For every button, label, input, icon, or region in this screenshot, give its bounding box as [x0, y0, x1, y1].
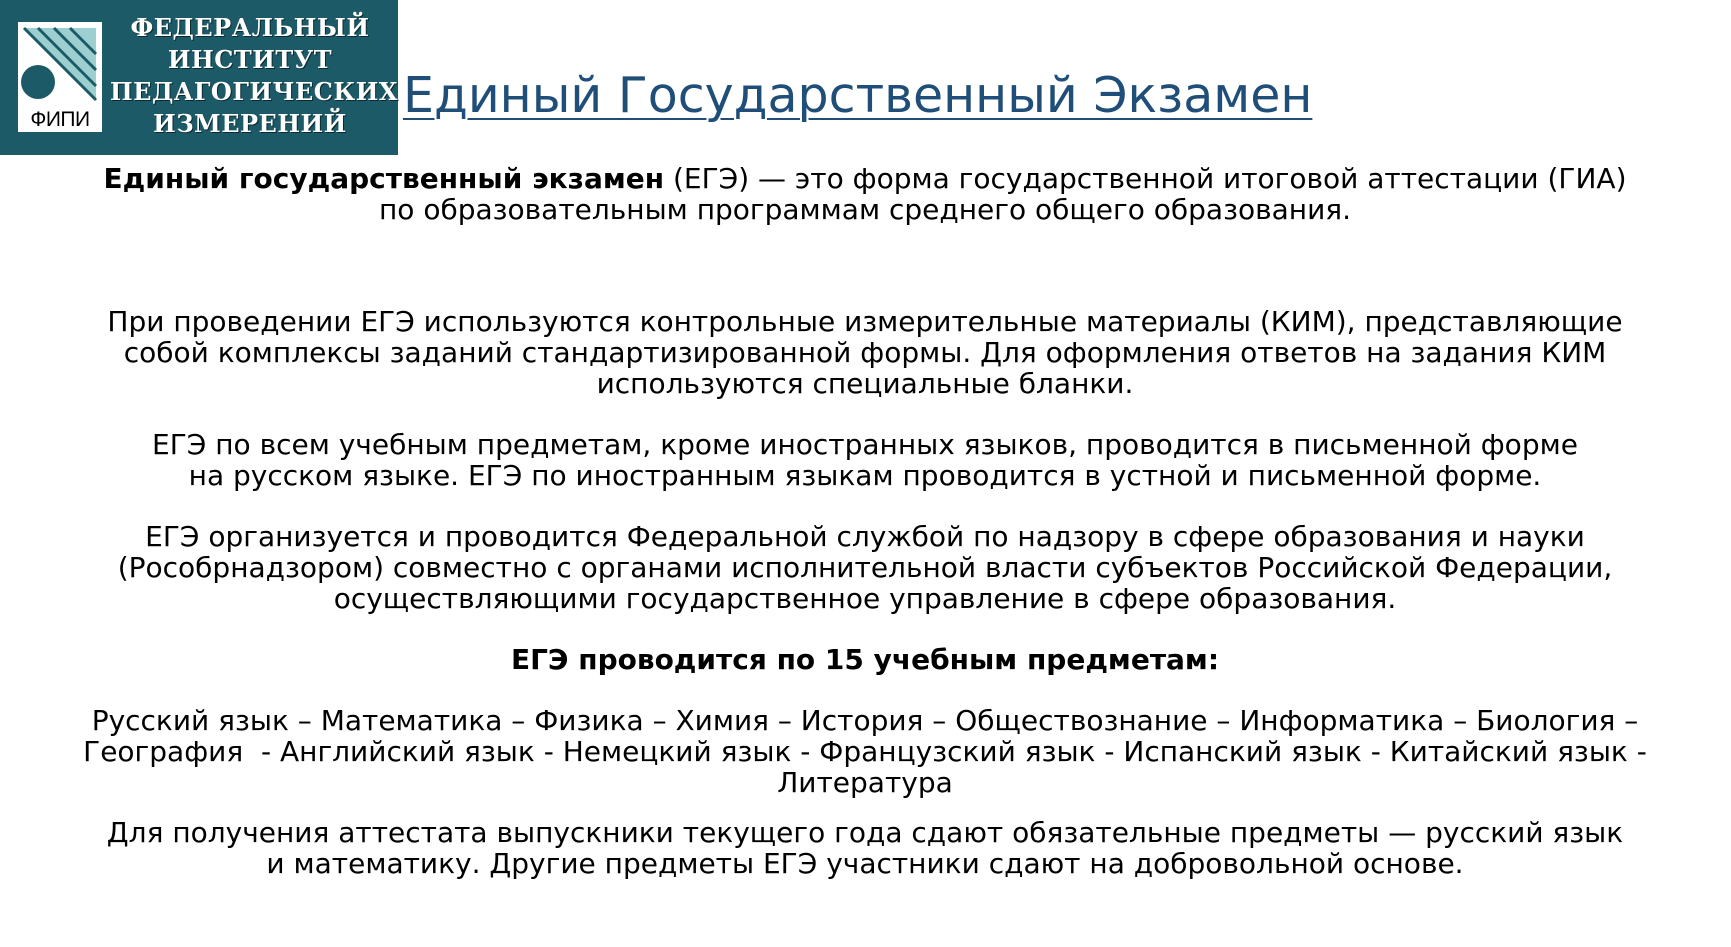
kim-paragraph [40, 306, 1690, 399]
logo-line: ИЗМЕРЕНИЙ [153, 109, 347, 138]
subjects-list [40, 705, 1690, 798]
org-line: (Рособрнадзором) совместно с органами исполнительной власти субъектов Российской Федерации, [117, 551, 1613, 584]
intro-line2: по образовательным программам среднего общего образования. [378, 193, 1352, 226]
language-paragraph [40, 429, 1690, 491]
logo-line: ИНСТИТУТ [167, 45, 333, 74]
org-line: осуществляющими государственное управление в сфере образования. [333, 582, 1397, 615]
kim-line: При проведении ЕГЭ используются контрольные измерительные материалы (КИМ), представляющие [107, 305, 1623, 338]
intro-paragraph [40, 163, 1690, 225]
main-content [40, 163, 1690, 879]
logo-text [110, 12, 399, 140]
closing-line: и математику. Другие предметы ЕГЭ участники сдают на добровольной основе. [266, 847, 1464, 880]
closing-line: Для получения аттестата выпускники текущего года сдают обязательные предметы — русский язык [106, 816, 1624, 849]
logo-line: ПЕДАГОГИЧЕСКИХ [110, 77, 399, 106]
subjects-line: География - Английский язык - Немецкий язык - Французский язык - Испанский язык - Китайский язык - [83, 735, 1647, 768]
organization-paragraph [40, 521, 1690, 614]
fipi-logo [0, 0, 398, 155]
page-title: Единый Государственный Экзамен [403, 67, 1313, 124]
lang-line: ЕГЭ по всем учебным предметам, кроме иностранных языков, проводится в письменной форме [152, 428, 1578, 461]
kim-line: собой комплексы заданий стандартизированной формы. Для оформления ответов на задания КИМ [123, 336, 1607, 369]
org-line: ЕГЭ организуется и проводится Федеральной службой по надзору в сфере образования и науки [145, 520, 1585, 553]
subjects-line: Литература [777, 766, 953, 799]
subjects-line: Русский язык – Математика – Физика – Химия – История – Обществознание – Информатика – Биология – [91, 704, 1639, 737]
subjects-heading: ЕГЭ проводится по 15 учебным предметам: [510, 643, 1220, 676]
intro-line1-rest: (ЕГЭ) — это форма государственной итоговой аттестации (ГИА) [664, 162, 1627, 195]
lang-line: на русском языке. ЕГЭ по иностранным языкам проводится в устной и письменной форме. [188, 459, 1542, 492]
logo-abbr: ФИПИ [30, 108, 90, 131]
logo-line: ФЕДЕРАЛЬНЫЙ [130, 13, 370, 42]
closing-paragraph [40, 817, 1690, 879]
fipi-emblem-icon [18, 22, 102, 132]
intro-term: Единый государственный экзамен [103, 162, 665, 195]
kim-line: используются специальные бланки. [596, 367, 1134, 400]
